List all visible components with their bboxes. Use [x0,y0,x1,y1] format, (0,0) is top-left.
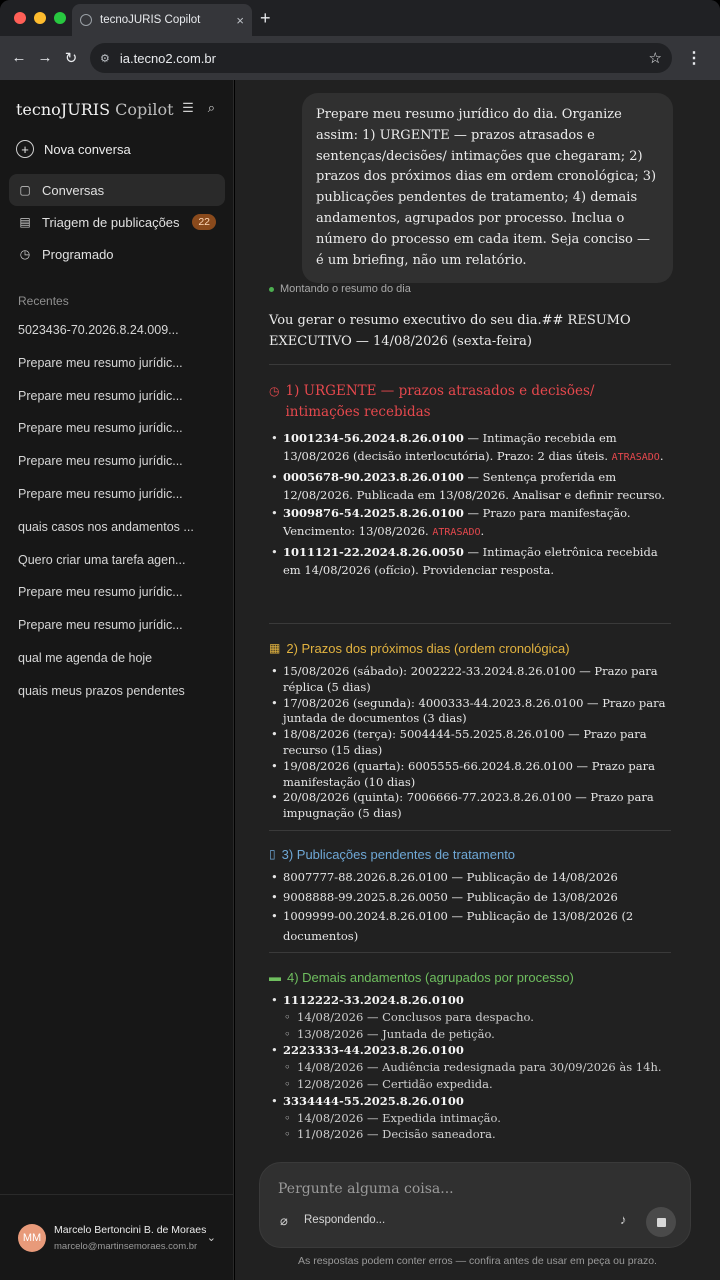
maximize-window-button[interactable] [54,12,66,24]
avatar: MM [18,1224,46,1252]
list-item [269,1042,674,1092]
new-chat-button[interactable] [16,140,131,158]
list-item [269,468,674,505]
sidebar-item-programado[interactable] [9,238,225,270]
sub-item: ◦ 12/08/2026 — Certidão expedida. [283,1076,674,1093]
list-item [269,543,674,580]
recent-heading: Recentes [18,294,69,308]
recent-item[interactable]: Prepare meu resumo jurídic... [18,355,183,370]
list-item: • 18/08/2026 (terça): 5004444-55.2025.8.26.0100 — Prazo para recurso (15 dias) [269,727,674,759]
divider [269,364,671,365]
list-item: • 8007777-88.2026.8.26.0100 — Publicação de 14/08/2026 [269,868,674,888]
process-number[interactable]: 3334444-55.2025.8.26.0100 [283,1093,464,1108]
publications-list [269,868,674,946]
chat-icon: ▢ [19,183,31,197]
stop-button[interactable] [646,1207,676,1237]
user-message: Prepare meu resumo jurídico do dia. Organize assim: 1) URGENTE — prazos atrasados e sentenças/decisões/ intimações que chegaram; 2) prazos dos próximos dias em ordem cronológica; 3) publicações pendentes de tratamento; 4) demais andamentos, agrupados por processo. Inclua o número do processo em cada item. Seja conciso — é um briefing, não um relatório. [302,93,673,283]
late-flag: ATRASADO [432,527,481,539]
item-text: — Intimação recebida em 13/08/2026 (decisão interlocutória). Prazo: 2 dias úteis. [283,431,617,464]
inbox-icon: ▤ [19,215,31,229]
section-other-heading [269,967,669,988]
globe-icon [80,14,92,26]
item-text: — Sentença proferida em 12/08/2026. Publicada em 13/08/2026. Analisar e definir recurso. [283,469,665,502]
list-item: • 1009999-00.2024.8.26.0100 — Publicação de 13/08/2026 (2 documentos) [269,907,674,946]
item-text: — Intimação eletrônica recebida em 14/08/2026 (ofício). Providenciar resposta. [283,544,658,578]
list-item [269,429,674,468]
brand-name: tecnoJURIS [16,100,111,119]
process-number[interactable]: 1001234-56.2024.8.26.0100 [283,431,464,445]
status-dot-icon [269,287,274,292]
brand-logo [16,100,174,119]
list-item: • 9008888-99.2025.8.26.0050 — Publicação de 13/08/2026 [269,888,674,908]
close-window-button[interactable] [14,12,26,24]
prompt-input[interactable]: Pergunte alguma coisa... [278,1181,454,1197]
site-settings-icon[interactable]: ⚙ [100,52,110,65]
urgent-list [269,429,674,579]
deadlines-list [269,664,674,822]
browser-tab[interactable] [72,4,252,36]
item-text: — Prazo para manifestação. Vencimento: 13/08/2026. [283,506,631,539]
section-title: 1) URGENTE — prazos atrasados e decisões/ intimações recebidas [285,383,595,420]
recent-item[interactable]: Prepare meu resumo jurídic... [18,388,183,403]
process-number[interactable]: 0005678-90.2023.8.26.0100 [283,469,464,484]
section-urgent-heading [269,381,669,423]
recent-item[interactable]: Prepare meu resumo jurídic... [18,618,183,633]
plus-icon: + [16,140,34,158]
minimize-window-button[interactable] [34,12,46,24]
new-tab-button[interactable]: + [260,8,271,28]
process-number[interactable]: 1011121-22.2024.8.26.0050 [283,544,464,559]
document-icon: ▯ [269,847,276,861]
chevron-down-icon: ⌄ [206,1232,216,1244]
divider [269,623,671,624]
url-text: ia.tecno2.com.br [119,50,216,66]
browser-toolbar [0,36,720,80]
address-bar[interactable] [90,43,672,73]
list-item: • 20/08/2026 (quinta): 7006666-77.2023.8.26.0100 — Prazo para impugnação (5 dias) [269,790,674,822]
recent-item[interactable]: quais meus prazos pendentes [18,683,185,698]
process-number[interactable]: 2223333-44.2023.8.26.0100 [283,1043,464,1058]
sub-item: ◦ 14/08/2026 — Conclusos para despacho. [283,1009,674,1026]
folder-icon: ▬ [269,970,281,984]
user-profile-menu[interactable] [0,1194,234,1280]
list-item: • 19/08/2026 (quarta): 6005555-66.2024.8.26.0100 — Prazo para manifestação (10 dias) [269,759,674,791]
brand-suffix: Copilot [115,100,174,119]
sub-item: ◦ 13/08/2026 — Juntada de petição. [283,1026,674,1043]
section-title: 3) Publicações pendentes de tratamento [281,847,516,862]
browser-menu-icon[interactable]: ⋮ [686,50,702,67]
paperclip-icon[interactable]: ⌀ [280,1213,288,1228]
progress-status [269,283,411,295]
other-list [269,992,674,1143]
search-icon[interactable]: ⌕ [207,100,215,115]
back-arrow-icon[interactable]: ← [11,49,27,66]
responding-status: Respondendo... [304,1214,386,1226]
reload-icon[interactable]: ↻ [64,50,78,67]
sidebar-item-triagem[interactable] [9,206,225,238]
item-text: . [480,524,485,539]
message-composer[interactable] [259,1162,691,1248]
divider [269,830,671,831]
recent-list [18,320,218,714]
section-publications-heading [269,844,669,865]
tab-bar [0,0,720,36]
list-item [269,504,674,543]
disclaimer: As respostas podem conter erros — confira antes de usar em peça ou prazo. [298,1255,657,1267]
clock-icon: ◷ [269,384,280,398]
tab-title: tecnoJURIS Copilot [100,14,201,26]
sidebar-item-label: Triagem de publicações [42,214,180,230]
recent-item[interactable]: quais casos nos andamentos ... [18,519,194,534]
process-number[interactable]: 1112222-33.2024.8.26.0100 [283,993,464,1007]
browser-chrome [0,0,720,80]
sidebar [0,80,234,1280]
hamburger-menu-icon[interactable]: ☰ [182,100,194,115]
clock-icon: ◷ [19,247,31,261]
late-flag: ATRASADO [611,452,660,464]
status-text: Montando o resumo do dia [280,283,411,295]
microphone-icon[interactable]: ♪ [620,1212,627,1227]
bookmark-star-icon[interactable]: ☆ [648,50,662,67]
section-title: 2) Prazos dos próximos dias (ordem cronológica) [286,641,570,656]
sub-item: ◦ 14/08/2026 — Expedida intimação. [283,1110,674,1127]
section-title: 4) Demais andamentos (agrupados por processo) [287,970,574,985]
recent-item[interactable]: Prepare meu resumo jurídic... [18,421,183,436]
item-text: . [659,449,664,464]
process-number[interactable]: 3009876-54.2025.8.26.0100 [283,506,464,521]
sidebar-item-label: Conversas [42,182,105,198]
recent-item[interactable]: qual me agenda de hoje [18,650,153,665]
chat-area [235,80,720,1280]
stop-icon [657,1218,666,1227]
user-name: Marcelo Bertoncini B. de Moraes [54,1223,207,1236]
list-item: • 15/08/2026 (sábado): 2002222-33.2024.8.26.0100 — Prazo para réplica (5 dias) [269,664,674,696]
window-controls [14,12,66,24]
recent-item[interactable]: Prepare meu resumo jurídic... [18,585,183,600]
sidebar-item-label: Programado [42,246,114,262]
list-item [269,1093,674,1143]
sidebar-item-conversas[interactable] [9,174,225,206]
recent-item[interactable]: Prepare meu resumo jurídic... [18,454,183,469]
user-email: marcelo@martinsemoraes.com.br [54,1240,198,1252]
close-tab-icon[interactable]: × [236,12,244,28]
section-deadlines-heading [269,638,669,659]
count-badge: 22 [192,214,216,230]
sub-item: ◦ 14/08/2026 — Audiência redesignada para 30/09/2026 às 14h. [283,1059,674,1076]
calendar-icon: ▦ [269,641,281,655]
list-item [269,992,674,1042]
divider [269,952,671,953]
sub-item: ◦ 11/08/2026 — Decisão saneadora. [283,1126,674,1143]
forward-arrow-icon[interactable]: → [37,49,53,66]
recent-item[interactable]: Prepare meu resumo jurídic... [18,486,183,501]
new-chat-label: Nova conversa [44,141,131,157]
list-item: • 17/08/2026 (segunda): 4000333-44.2023.8.26.0100 — Prazo para juntada de documentos (3 dias) [269,696,674,728]
assistant-intro: Vou gerar o resumo executivo do seu dia.## RESUMO EXECUTIVO — 14/08/2026 (sexta-feira) [269,313,631,349]
recent-item[interactable]: 5023436-70.2026.8.24.009... [18,323,179,337]
recent-item[interactable]: Quero criar uma tarefa agen... [18,552,186,567]
